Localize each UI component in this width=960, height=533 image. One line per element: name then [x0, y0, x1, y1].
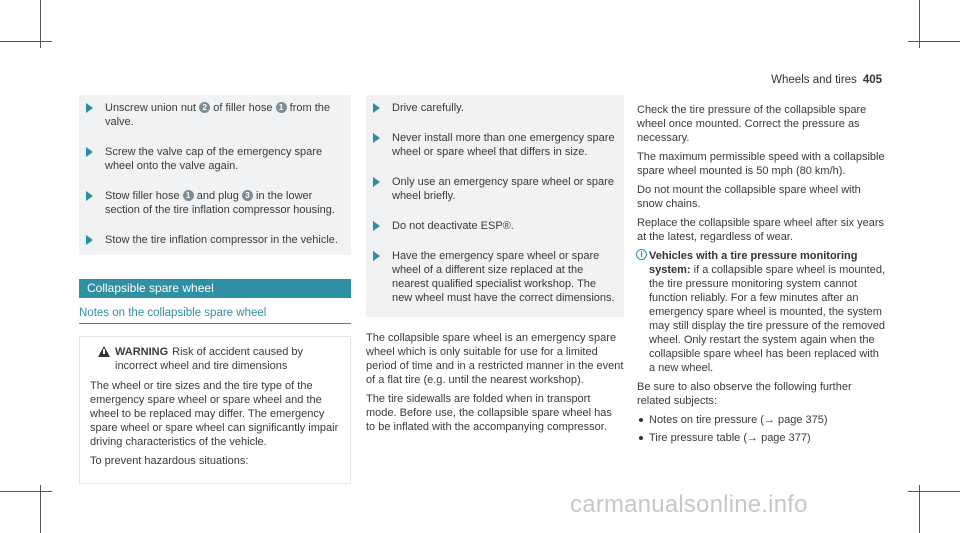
crop-mark: [919, 485, 920, 533]
warning-box: [79, 336, 351, 484]
step-arrow-icon: [86, 147, 93, 157]
body-paragraph: Check the tire pressure of the collapsible spare wheel once mounted. Correct the pressure as necessary.: [637, 104, 867, 144]
column-left: [79, 95, 351, 484]
watermark: carmanualsonline.info: [570, 491, 808, 518]
page-header: [771, 73, 882, 87]
instruction-step: Never install more than one emergency spare wheel or spare wheel that differs in size.: [392, 131, 616, 159]
instruction-step: Have the emergency spare wheel or spare wheel of a different size replaced at the nearest qualified specialist workshop. The new wheel must have the correct dimensions.: [392, 249, 616, 305]
page-number: 405: [862, 74, 882, 86]
list-item[interactable]: Tire pressure table (→ page 377): [637, 431, 887, 445]
step-arrow-icon: [86, 191, 93, 201]
instruction-step: Do not deactivate ESP®.: [392, 219, 616, 233]
instruction-step: Screw the valve cap of the emergency spare wheel onto the valve again.: [105, 145, 343, 173]
body-paragraph: Be sure to also observe the following further related subjects:: [637, 381, 852, 407]
callout-number: 3: [242, 190, 253, 201]
running-title: Wheels and tires: [771, 74, 857, 86]
warning-head-text: Risk of accident caused by incorrect wheel and tire dimensions: [115, 346, 304, 372]
crop-mark: [908, 491, 960, 492]
instruction-step: Stow the tire inflation compressor in the vehicle.: [105, 233, 343, 247]
instruction-step: Only use an emergency spare wheel or spare wheel briefly.: [392, 175, 616, 203]
instruction-step: Unscrew union nut 2 of filler hose 1 from the valve.: [105, 101, 343, 129]
column-right: [637, 95, 887, 449]
step-arrow-icon: [373, 177, 380, 187]
warning-paragraph: The wheel or tire sizes and the tire type of the emergency spare wheel or spare wheel and the wheel to be replaced may differ. The emergency spare wheel or spare wheel can significantly impair driving characteristics of the vehicle.: [90, 380, 339, 448]
body-paragraph: The maximum permissible speed with a collapsible spare wheel mounted is 50 mph (80 km/h).: [637, 151, 885, 177]
callout-number: 1: [276, 102, 287, 113]
body-paragraph: Do not mount the collapsible spare wheel with snow chains.: [637, 184, 861, 210]
warning-paragraph: To prevent hazardous situations:: [90, 455, 249, 467]
crop-mark: [0, 491, 52, 492]
crop-mark: [40, 485, 41, 533]
callout-number: 2: [199, 102, 210, 113]
warning-keyword: WARNING: [115, 346, 169, 358]
body-paragraph: The tire sidewalls are folded when in transport mode. Before use, the collapsible spare wheel has to be inflated with the accompanying compressor.: [366, 393, 612, 433]
warning-heading: [90, 345, 340, 373]
callout-number: 1: [183, 190, 194, 201]
step-arrow-icon: [373, 133, 380, 143]
step-arrow-icon: [86, 235, 93, 245]
instruction-box: [366, 95, 624, 317]
body-paragraph: The collapsible spare wheel is an emergency spare wheel which is only suitable for use for a limited period of time and in a restricted manner in the event of a flat tire (e.g. until the nearest workshop).: [366, 332, 624, 386]
list-item[interactable]: Notes on tire pressure (→ page 375): [637, 413, 887, 427]
section-title: Collapsible spare wheel: [79, 279, 351, 298]
crop-mark: [908, 41, 960, 42]
step-arrow-icon: [86, 103, 93, 113]
crop-mark: [0, 41, 52, 42]
note-text: if a collapsible spare wheel is mounted, the tire pressure monitoring system cannot function reliably. For a few minutes after an emergency spare wheel is mounted, the system may still display the tire pressure of the removed wheel. Only restart the system again when the collapsible spare wheel has been replaced with a new wheel.: [649, 264, 886, 374]
body-paragraph: Replace the collapsible spare wheel after six years at the latest, regardless of wear.: [637, 217, 885, 243]
instruction-box: [79, 95, 351, 255]
step-arrow-icon: [373, 251, 380, 261]
note-title: Vehicles with a tire pressure monitoring system:: [649, 250, 858, 276]
related-list: [637, 413, 887, 445]
subsection-title: Notes on the collapsible spare wheel: [79, 306, 351, 324]
info-icon: i: [636, 249, 647, 260]
step-arrow-icon: [373, 221, 380, 231]
instruction-step: Drive carefully.: [392, 101, 616, 115]
step-arrow-icon: [373, 103, 380, 113]
column-middle: [366, 95, 624, 439]
info-note: [637, 249, 887, 375]
instruction-step: Stow filler hose 1 and plug 3 in the lower section of the tire inflation compressor housing.: [105, 189, 343, 217]
